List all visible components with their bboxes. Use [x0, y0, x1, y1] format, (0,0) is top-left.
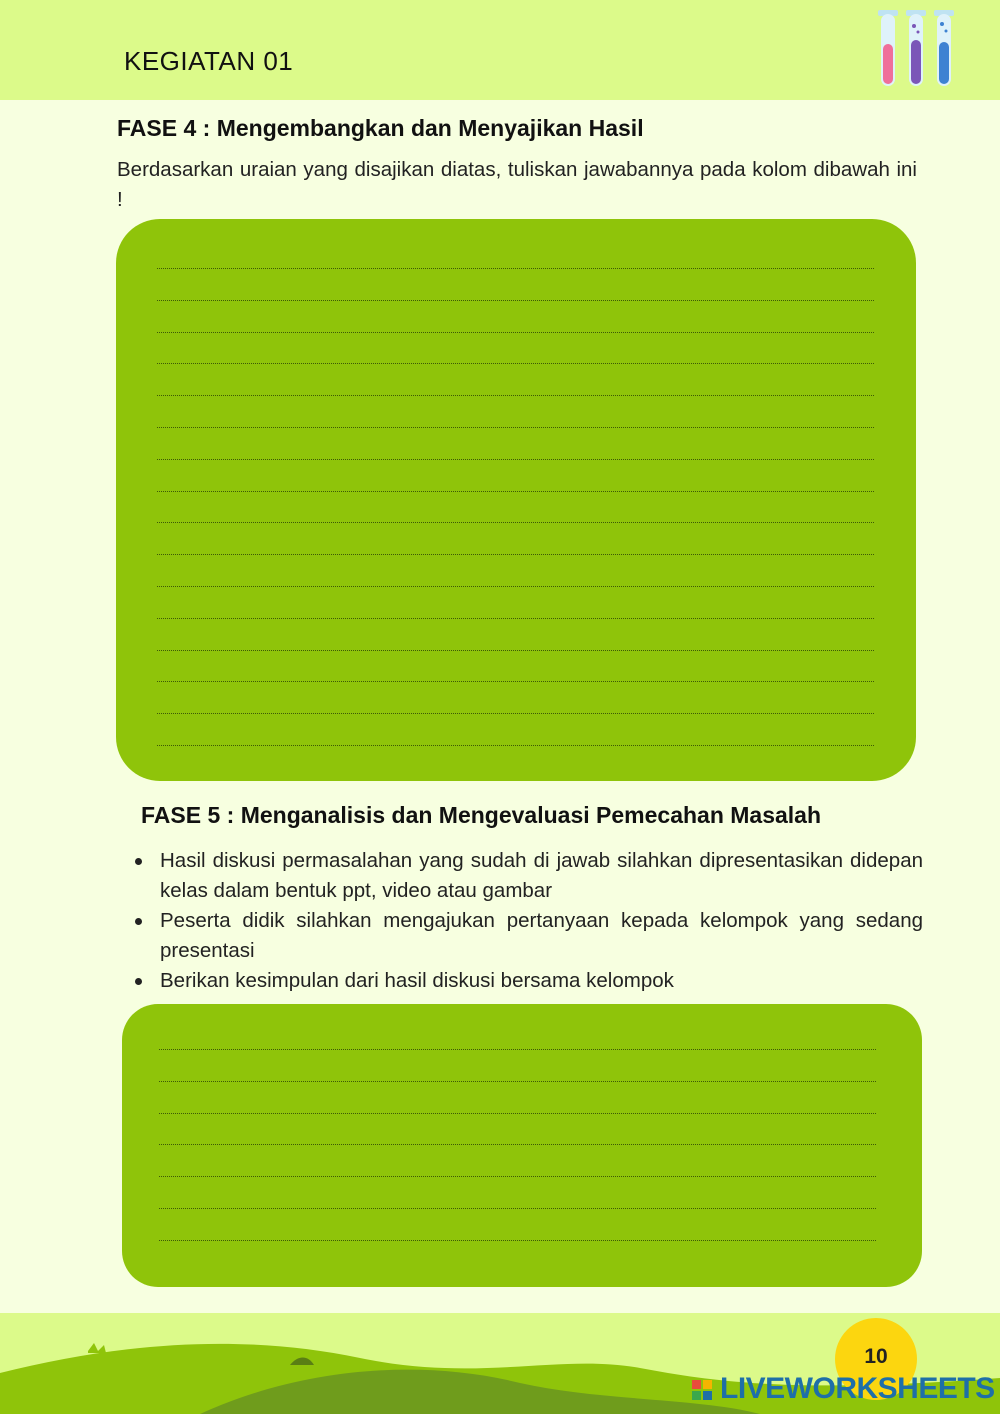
answer-line[interactable] — [159, 1208, 876, 1209]
answer-line[interactable] — [157, 427, 874, 428]
answer-line[interactable] — [159, 1049, 876, 1050]
phase4-answer-box[interactable] — [116, 219, 916, 781]
phase5-bullet-list — [130, 846, 923, 996]
bullet-icon — [135, 978, 142, 985]
answer-line[interactable] — [159, 1113, 876, 1114]
bullet-icon — [135, 858, 142, 865]
bullet-text: Hasil diskusi permasalahan yang sudah di jawab silahkan dipresentasikan didepan kelas dalam bentuk ppt, video atau gambar — [160, 849, 923, 902]
answer-line[interactable] — [157, 745, 874, 746]
list-item — [130, 846, 923, 906]
answer-line[interactable] — [157, 522, 874, 523]
answer-line[interactable] — [159, 1081, 876, 1082]
brand-wordmark[interactable]: LIVEWORKSHEETS — [720, 1372, 995, 1405]
answer-line[interactable] — [157, 554, 874, 555]
answer-line[interactable] — [157, 618, 874, 619]
answer-line[interactable] — [157, 586, 874, 587]
list-item — [130, 906, 923, 966]
list-item — [130, 966, 923, 996]
answer-line[interactable] — [157, 650, 874, 651]
bullet-text: Peserta didik silahkan mengajukan pertanyaan kepada kelompok yang sedang presentasi — [160, 909, 923, 962]
test-tubes-icon — [872, 4, 962, 92]
page-number: 10 — [864, 1345, 888, 1368]
answer-line[interactable] — [157, 681, 874, 682]
phase4-title: FASE 4 : Mengembangkan dan Menyajikan Hasil — [117, 115, 644, 141]
answer-line[interactable] — [157, 491, 874, 492]
phase5-answer-box[interactable] — [122, 1004, 922, 1287]
answer-line[interactable] — [159, 1240, 876, 1241]
phase5-title: FASE 5 : Menganalisis dan Mengevaluasi Pemecahan Masalah — [141, 802, 822, 828]
answer-line[interactable] — [159, 1176, 876, 1177]
answer-line[interactable] — [157, 459, 874, 460]
bullet-text: Berikan kesimpulan dari hasil diskusi bersama kelompok — [160, 969, 674, 992]
phase4-instruction: Berdasarkan uraian yang disajikan diatas, tuliskan jawabannya pada kolom dibawah ini ! — [117, 158, 917, 211]
answer-line[interactable] — [157, 300, 874, 301]
page-header-title: KEGIATAN 01 — [124, 46, 294, 76]
answer-line[interactable] — [159, 1144, 876, 1145]
answer-line[interactable] — [157, 395, 874, 396]
answer-line[interactable] — [157, 713, 874, 714]
answer-line[interactable] — [157, 332, 874, 333]
answer-line[interactable] — [157, 268, 874, 269]
answer-line[interactable] — [157, 363, 874, 364]
bullet-icon — [135, 918, 142, 925]
